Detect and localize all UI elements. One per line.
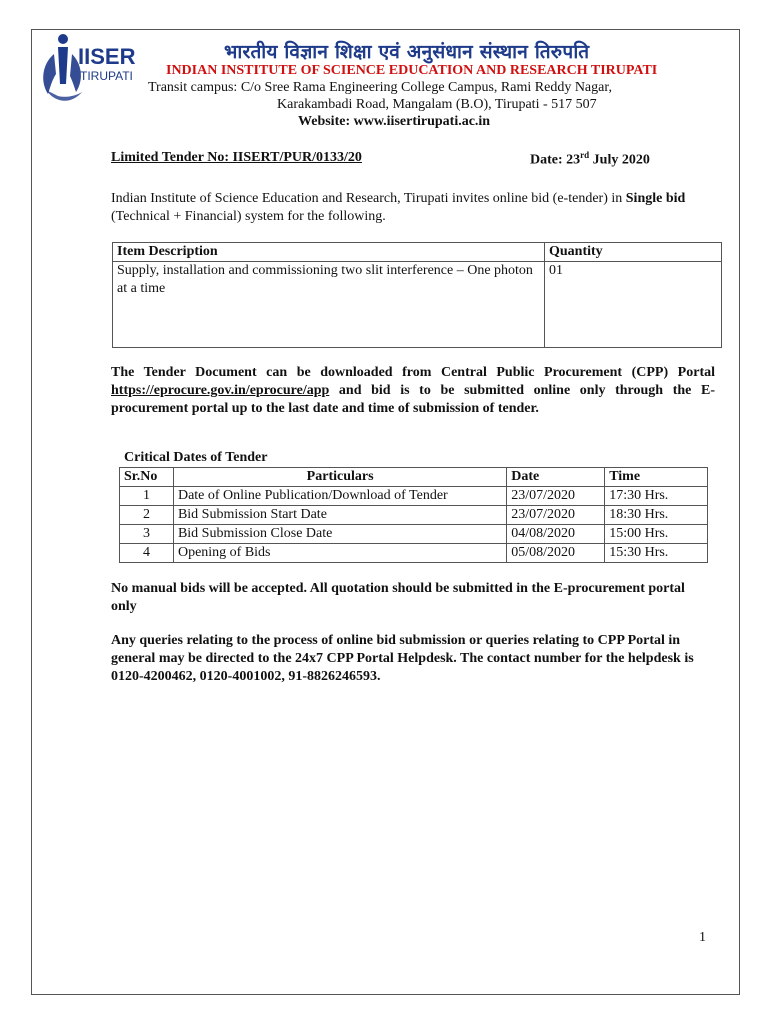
iiser-logo xyxy=(36,30,136,116)
particulars-header: Particulars xyxy=(173,468,506,487)
eprocure-link[interactable]: https://eprocure.gov.in/eprocure/app xyxy=(111,383,330,398)
tender-document-paragraph: The Tender Document can be downloaded from Central Public Procurement (CPP) Portal https://eprocure.gov.in/eprocure/app and bid is to be submitted online only through the E-procurement portal up to the last date and time of submission of tender. xyxy=(111,365,715,416)
particulars-cell: Opening of Bids xyxy=(173,544,506,563)
institute-title: INDIAN INSTITUTE OF SCIENCE EDUCATION AND RESEARCH TIRUPATI xyxy=(166,63,658,78)
time-cell: 15:30 Hrs. xyxy=(605,544,708,563)
page-number: 1 xyxy=(699,930,706,945)
no-manual-bids-notice: No manual bids will be accepted. All quotation should be submitted in the E-procurement portal only xyxy=(111,581,685,614)
item-table xyxy=(112,242,722,348)
table-row xyxy=(120,525,708,544)
table-row xyxy=(120,506,708,525)
time-cell: 18:30 Hrs. xyxy=(605,506,708,525)
item-quantity: 01 xyxy=(545,262,722,348)
date-cell: 23/07/2020 xyxy=(507,506,605,525)
critical-dates-table xyxy=(119,467,708,563)
sr-no-cell: 3 xyxy=(120,525,174,544)
item-description: Supply, installation and commissioning two slit interference – One photon at a time xyxy=(113,262,545,348)
logo-text: IISER xyxy=(78,44,136,69)
intro-paragraph: Indian Institute of Science Education and Research, Tirupati invites online bid (e-tender) in Single bid (Technical + Financial) system for the following. xyxy=(111,191,686,224)
time-header: Time xyxy=(605,468,708,487)
particulars-cell: Bid Submission Start Date xyxy=(173,506,506,525)
address-line-2: Karakambadi Road, Mangalam (B.O), Tirupati - 517 507 xyxy=(277,97,597,112)
address-line-1: Transit campus: C/o Sree Rama Engineering College Campus, Rami Reddy Nagar, xyxy=(148,80,612,95)
sr-no-cell: 4 xyxy=(120,544,174,563)
sr-no-cell: 1 xyxy=(120,487,174,506)
date-cell: 05/08/2020 xyxy=(507,544,605,563)
tender-date: Date: 23rd July 2020 xyxy=(530,150,650,168)
date-cell: 23/07/2020 xyxy=(507,487,605,506)
particulars-cell: Bid Submission Close Date xyxy=(173,525,506,544)
sr-no-header: Sr.No xyxy=(120,468,174,487)
table-row xyxy=(120,544,708,563)
time-cell: 15:00 Hrs. xyxy=(605,525,708,544)
helpdesk-notice: Any queries relating to the process of online bid submission or queries relating to CPP Portal in general may be directed to the 24x7 CPP Portal Helpdesk. The contact number for the helpdesk is 0120-4200462, 0120-4001002, 91-8826246593. xyxy=(111,633,694,684)
date-header: Date xyxy=(507,468,605,487)
item-description-header: Item Description xyxy=(113,243,545,262)
date-cell: 04/08/2020 xyxy=(507,525,605,544)
sr-no-cell: 2 xyxy=(120,506,174,525)
critical-dates-title: Critical Dates of Tender xyxy=(124,450,268,465)
time-cell: 17:30 Hrs. xyxy=(605,487,708,506)
logo-subtext: TIRUPATI xyxy=(80,69,133,83)
table-row xyxy=(120,487,708,506)
particulars-cell: Date of Online Publication/Download of Tender xyxy=(173,487,506,506)
quantity-header: Quantity xyxy=(545,243,722,262)
table-row xyxy=(113,262,722,348)
tender-number: Limited Tender No: IISERT/PUR/0133/20 xyxy=(111,150,362,165)
hindi-title: भारतीय विज्ञान शिक्षा एवं अनुसंधान संस्थान तिरुपति xyxy=(224,41,590,63)
website-line: Website: www.iisertirupati.ac.in xyxy=(298,114,491,129)
